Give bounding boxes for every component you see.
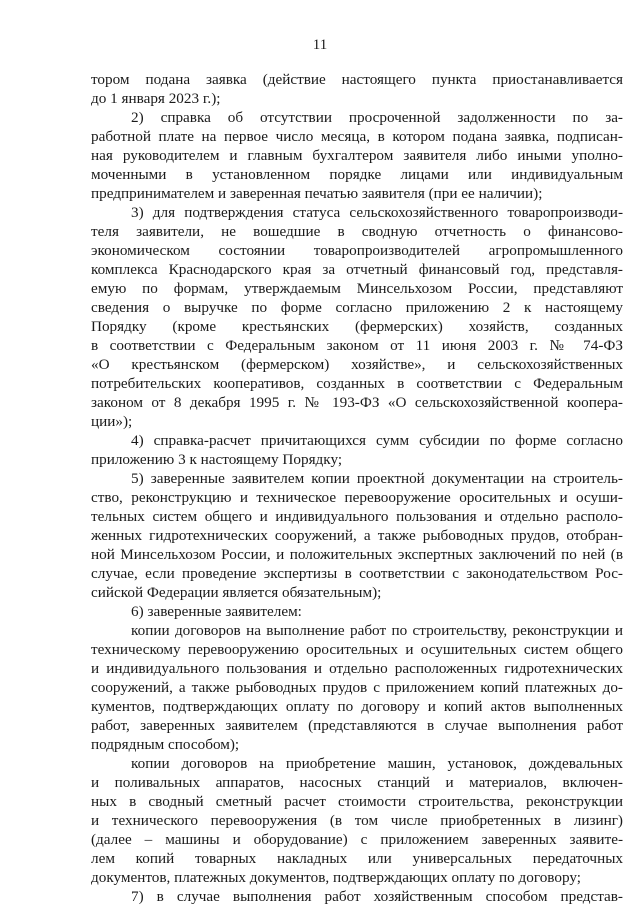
text-line: (далее – машины и оборудование) с приложением заверенных заявите- [91,831,623,848]
text-line: работ, заверенных заявителем (представляются в случае выполнения работ [91,717,623,734]
text-line: тором подана заявка (действие настоящего пункта приостанавливается [91,71,623,88]
text-line: 4) справка-расчет причитающихся сумм субсидии по форме согласно [131,432,623,449]
text-line: подрядным способом); [91,736,240,753]
text-line: тельных систем общего и индивидуального пользования и отдельно располо- [91,508,623,525]
text-line: работной плате на первое число месяца, в котором подана заявка, подписан- [91,128,623,145]
text-line: приложению 3 к настоящему Порядку; [91,451,343,468]
text-line: ная руководителем и главным бухгалтером заявителя либо иными уполно- [91,147,623,164]
text-line: 3) для подтверждения статуса сельскохозяйственного товаропроизводи- [131,204,623,221]
text-line: и индивидуального пользования и отдельно расположенных гидротехнических [91,660,623,677]
text-line: техническому перевооружению оросительных и осушительных систем общего [91,641,623,658]
text-line: ции»); [91,413,133,430]
text-line: потребительских кооперативов, созданных в соответствии с Федеральным [91,375,623,392]
text-line: сооружений, а также рыбоводных прудов с приложением копий платежных до- [91,679,623,696]
body-text [91,70,623,906]
text-line: женных гидротехнических сооружений, а также рыбоводных прудов, отобран- [91,527,623,544]
text-line: «О крестьянском (фермерском) хозяйстве», и сельскохозяйственных [91,356,623,373]
text-line: сведения о выручке по форме согласно приложению 2 к настоящему [91,299,623,316]
text-line: лем копий товарных накладных или универсальных передаточных [91,850,623,867]
text-line: законом от 8 декабря 1995 г. № 193-ФЗ «О сельскохозяйственной коопера- [91,394,623,411]
text-line: и поливальных аппаратов, насосных станций и материалов, включен- [91,774,623,791]
text-line: ной Минсельхозом России, и положительных экспертных заключений по ней (в [91,546,623,563]
text-line: моченными в установленном порядке лицами или индивидуальным [91,166,623,183]
text-line: 6) заверенные заявителем: [131,603,302,620]
page-number: 11 [312,37,328,53]
text-line: экономическом состоянии товаропроизводителей агропромышленного [91,242,623,259]
text-line: случае, если проведение экспертизы в соответствии с законодательством Рос- [91,565,623,582]
text-line: предпринимателем и заверенная печатью заявителя (при ее наличии); [91,185,543,202]
text-line: и технического перевооружения (в том числе приобретенных в лизинг) [91,812,623,829]
text-line: емую по формам, утверждаемым Минсельхозом России, представляют [91,280,623,297]
text-line: сийской Федерации является обязательным); [91,584,382,601]
text-line: 5) заверенные заявителем копии проектной документации на строитель- [131,470,623,487]
text-line: в соответствии с Федеральным законом от 11 июня 2003 г. № 74-ФЗ [91,337,623,354]
text-line: 2) справка об отсутствии просроченной задолженности по за- [131,109,623,126]
text-line: до 1 января 2023 г.); [91,90,221,107]
text-line: 7) в случае выполнения работ хозяйственным способом представ- [131,888,623,905]
text-line: кументов, подтверждающих оплату по договору и копий актов выполненных [91,698,623,715]
text-line: копии договоров на выполнение работ по строительству, реконструкции и [131,622,623,639]
text-line: ство, реконструкцию и техническое перевооружение оросительных и осуши- [91,489,623,506]
text-line: документов, платежных документов, подтверждающих оплату по договору; [91,869,581,886]
text-line: комплекса Краснодарского края за отчетный финансовый год, представля- [91,261,623,278]
text-line: копии договоров на приобретение машин, установок, дождевальных [131,755,623,772]
text-line: ных в сводный сметный расчет стоимости строительства, реконструкции [91,793,623,810]
text-line: Порядку (кроме крестьянских (фермерских) хозяйств, созданных [91,318,623,335]
text-line: теля заявители, не вошедшие в сводную отчетность о финансово- [91,223,623,240]
